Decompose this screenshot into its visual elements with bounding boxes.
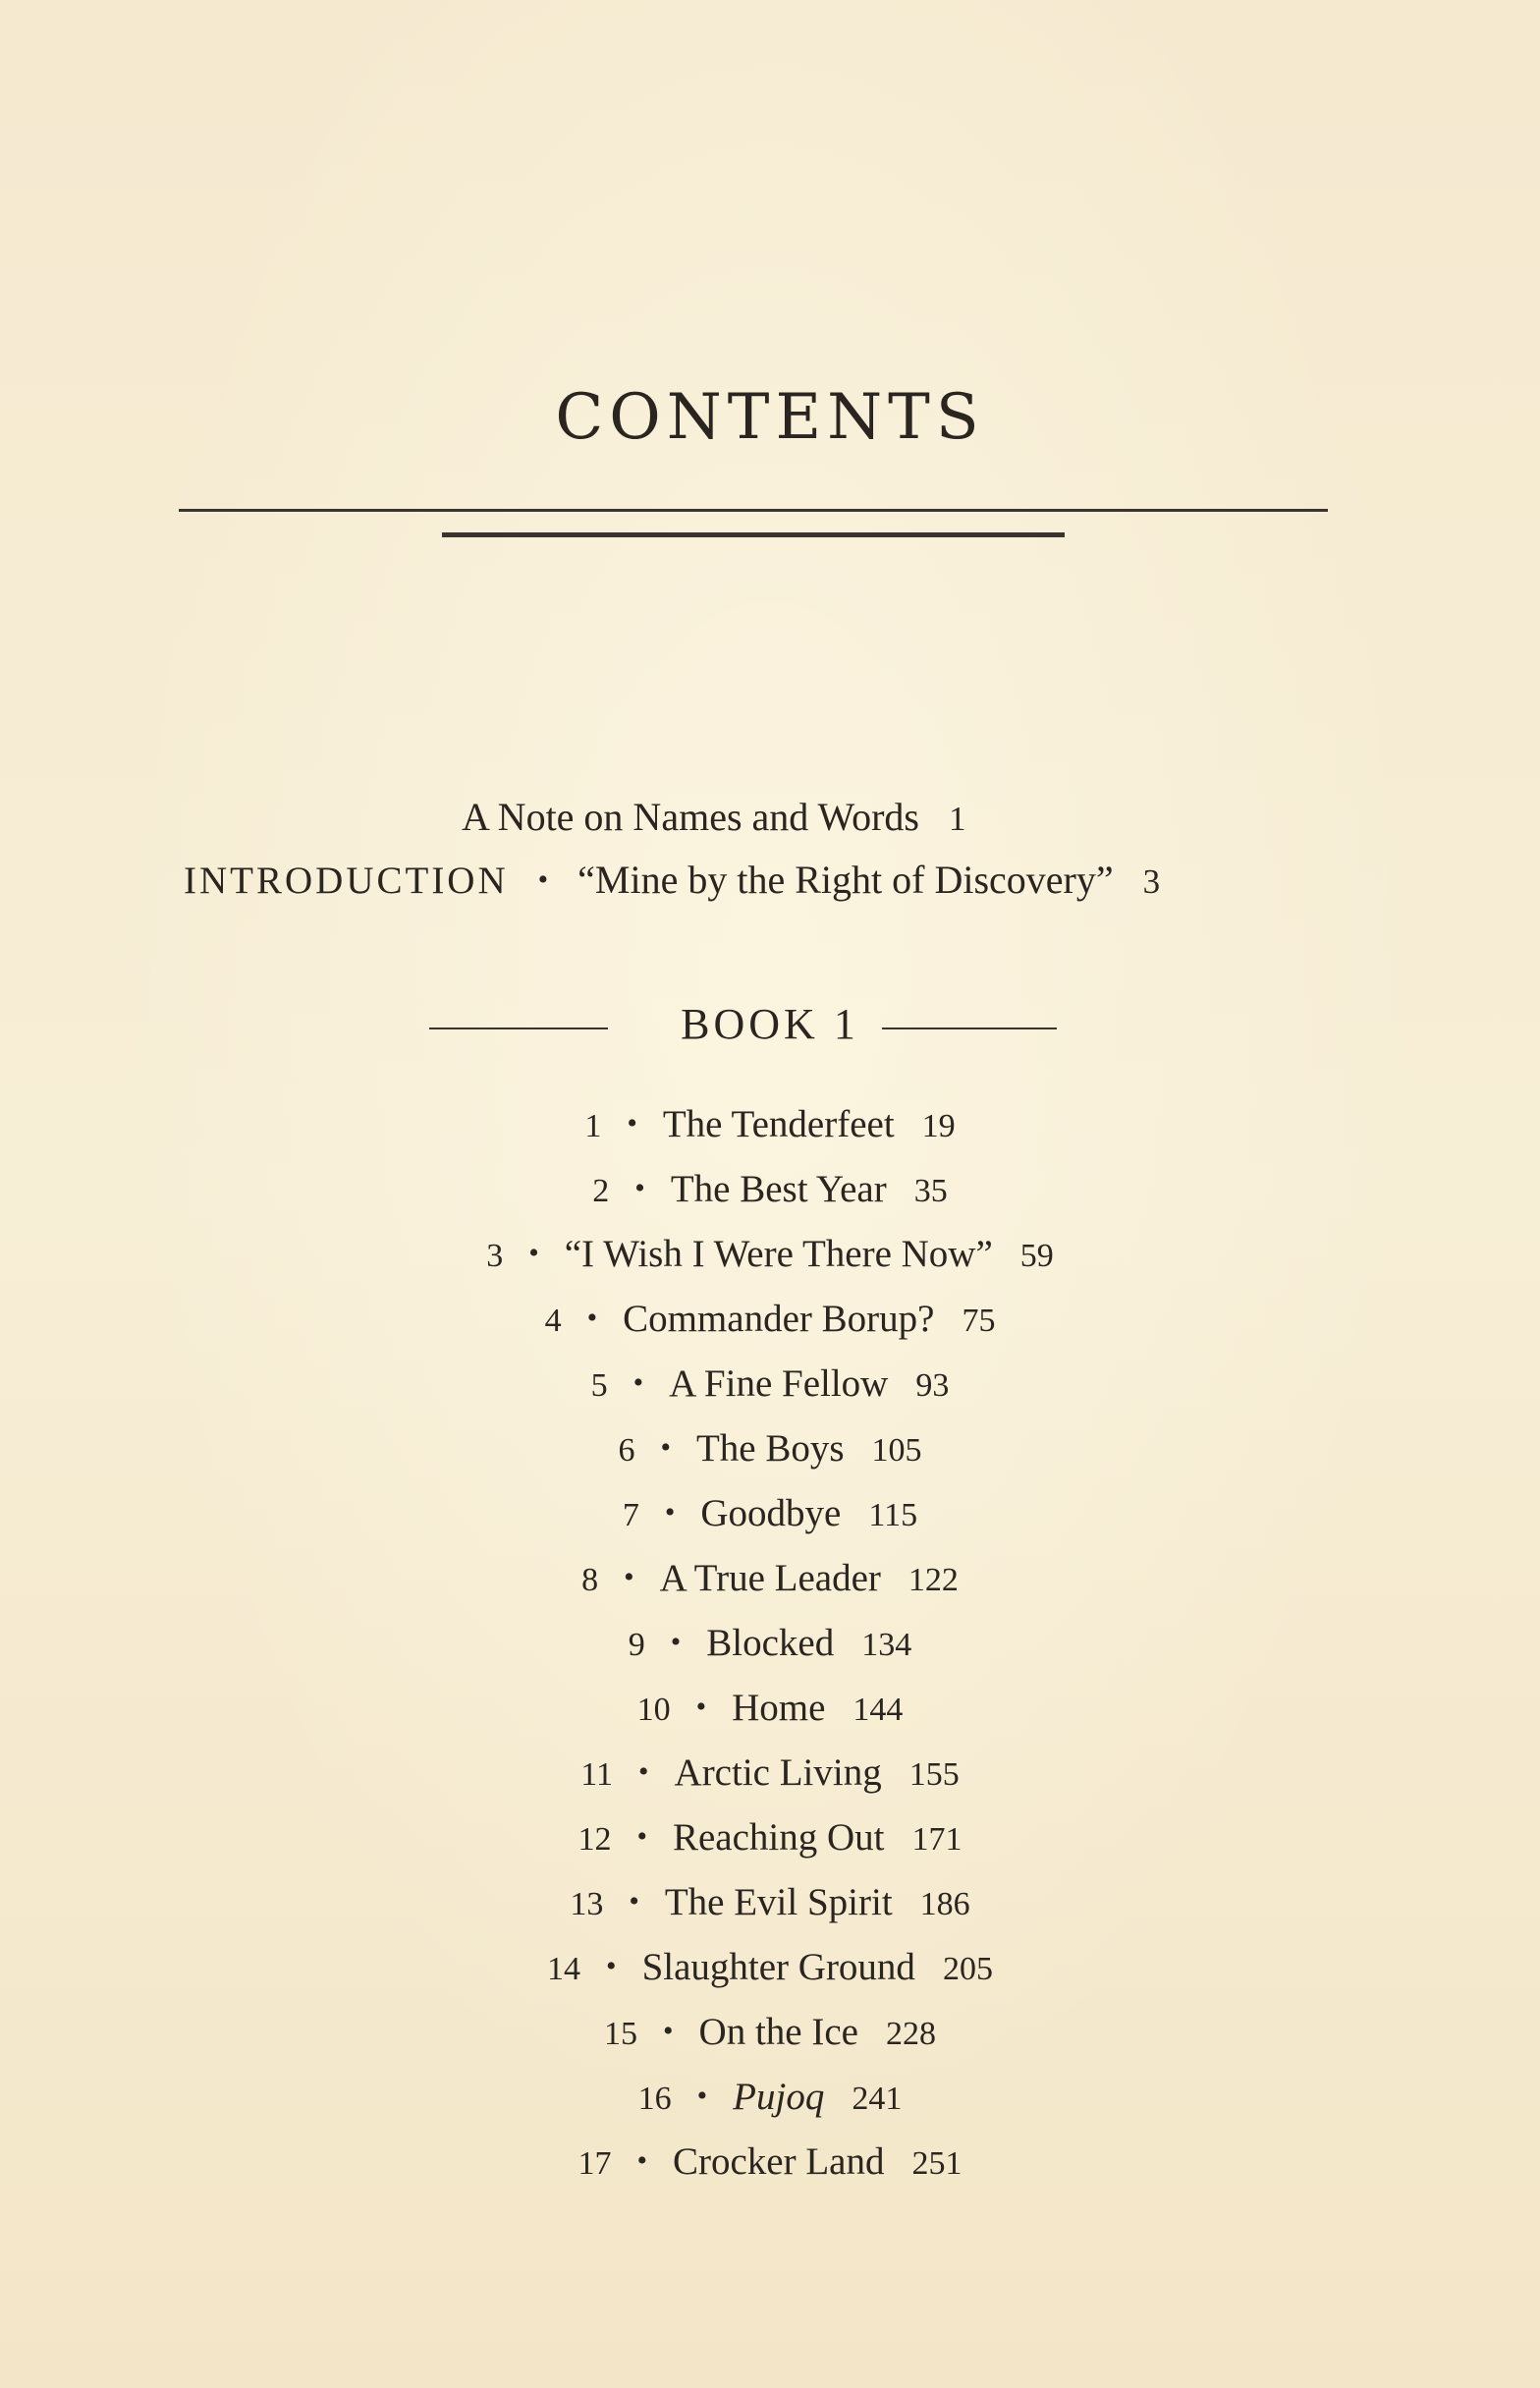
- chapter-entry: [0, 1100, 1540, 1165]
- bullet-separator: •: [606, 1950, 617, 1982]
- chapter-title: Home: [732, 1687, 826, 1729]
- chapter-page: 122: [908, 1562, 959, 1598]
- chapter-entry: [0, 1295, 1540, 1360]
- book-heading: BOOK 1: [681, 1000, 859, 1048]
- chapter-number: 4: [544, 1303, 562, 1339]
- chapter-page: 205: [942, 1951, 993, 1987]
- chapter-page: 105: [871, 1432, 922, 1469]
- chapter-page: 59: [1019, 1238, 1054, 1274]
- chapter-title: Slaughter Ground: [641, 1946, 915, 1988]
- note-title: A Note on Names and Words: [462, 795, 919, 839]
- chapter-title: The Tenderfeet: [662, 1103, 895, 1145]
- chapter-number: 8: [581, 1562, 599, 1598]
- front-matter-introduction: [184, 857, 1160, 906]
- introduction-label: INTRODUCTION: [184, 860, 509, 902]
- chapter-page: 35: [913, 1173, 948, 1209]
- chapter-title: The Evil Spirit: [664, 1881, 893, 1923]
- chapter-page: 241: [852, 2081, 903, 2117]
- chapter-title: Commander Borup?: [623, 1298, 935, 1340]
- chapter-entry: [0, 1619, 1540, 1684]
- chapter-number: 10: [636, 1692, 671, 1728]
- chapter-entry: [0, 1554, 1540, 1619]
- chapter-number: 5: [590, 1367, 608, 1404]
- chapter-entry: [0, 1424, 1540, 1489]
- chapter-page: 134: [861, 1627, 912, 1663]
- chapter-entry: [0, 1943, 1540, 2008]
- chapter-entry: [0, 1489, 1540, 1554]
- bullet-separator: •: [696, 2080, 708, 2112]
- chapter-title: “I Wish I Were There Now”: [564, 1233, 993, 1275]
- bullet-separator: •: [627, 1107, 637, 1139]
- chapter-number: 3: [486, 1238, 504, 1274]
- chapter-entry: [0, 2073, 1540, 2138]
- bullet-separator: •: [636, 1820, 647, 1853]
- chapter-page: 251: [911, 2145, 962, 2182]
- bullet-separator: •: [670, 1626, 682, 1658]
- chapter-number: 15: [604, 2016, 638, 2052]
- chapter-title: Blocked: [706, 1622, 835, 1664]
- chapter-page: 155: [908, 1756, 960, 1793]
- chapter-number: 12: [578, 1821, 612, 1858]
- bullet-separator: •: [636, 2144, 647, 2177]
- chapter-page: 144: [852, 1692, 904, 1728]
- chapter-entry: [0, 1360, 1540, 1424]
- introduction-title: “Mine by the Right of Discovery”: [578, 858, 1114, 902]
- chapter-number: 14: [547, 1951, 581, 1987]
- bullet-separator: •: [663, 2015, 674, 2047]
- chapter-number: 7: [622, 1497, 639, 1533]
- chapter-number: 1: [584, 1108, 602, 1144]
- chapter-page: 186: [919, 1886, 970, 1922]
- chapter-entry: [0, 1165, 1540, 1230]
- chapter-page: 171: [911, 1821, 962, 1858]
- chapter-entry: [0, 1749, 1540, 1813]
- chapter-number: 6: [618, 1432, 635, 1469]
- bullet-separator: •: [624, 1561, 634, 1593]
- bullet-separator: •: [634, 1172, 645, 1204]
- chapter-entry: [0, 2008, 1540, 2073]
- chapter-page: 75: [962, 1303, 996, 1339]
- introduction-page: 3: [1142, 862, 1161, 901]
- chapter-title: A True Leader: [659, 1557, 881, 1599]
- chapter-entry: [0, 1878, 1540, 1943]
- title-rule-long: [179, 509, 1328, 512]
- chapter-number: 16: [637, 2081, 672, 2117]
- chapter-entry: [0, 1813, 1540, 1878]
- chapter-page: 228: [885, 2016, 936, 2052]
- chapter-title: The Boys: [695, 1427, 845, 1470]
- bullet-separator: •: [660, 1431, 671, 1464]
- chapter-title: Goodbye: [700, 1492, 842, 1534]
- chapter-number: 17: [578, 2145, 612, 2182]
- chapter-list: [0, 1100, 1540, 2202]
- title-rule-short: [442, 532, 1065, 537]
- chapter-title: Reaching Out: [672, 1816, 885, 1859]
- book-heading-rule-right: [882, 1027, 1057, 1029]
- chapter-entry: [0, 1684, 1540, 1749]
- chapter-title: Pujoq: [733, 2076, 825, 2118]
- chapter-title: Arctic Living: [674, 1751, 882, 1794]
- chapter-title: Crocker Land: [673, 2140, 885, 2183]
- chapter-entry: [0, 1230, 1540, 1295]
- bullet-separator: •: [537, 863, 549, 896]
- bullet-separator: •: [528, 1237, 539, 1269]
- chapter-number: 13: [570, 1886, 604, 1922]
- chapter-title: The Best Year: [670, 1168, 887, 1210]
- front-matter-note: [462, 794, 965, 843]
- chapter-number: 11: [580, 1756, 614, 1793]
- chapter-entry: [0, 2138, 1540, 2202]
- page-title: CONTENTS: [555, 381, 985, 454]
- chapter-number: 9: [628, 1627, 645, 1663]
- chapter-page: 115: [868, 1497, 918, 1533]
- chapter-title: On the Ice: [698, 2011, 858, 2053]
- bullet-separator: •: [629, 1885, 639, 1917]
- chapter-title: A Fine Fellow: [669, 1362, 889, 1405]
- note-page: 1: [948, 800, 966, 838]
- chapter-page: 19: [921, 1108, 956, 1144]
- bullet-separator: •: [664, 1496, 676, 1528]
- chapter-page: 93: [915, 1367, 950, 1404]
- bullet-separator: •: [632, 1366, 644, 1399]
- chapter-number: 2: [592, 1173, 610, 1209]
- bullet-separator: •: [586, 1302, 598, 1334]
- bullet-separator: •: [638, 1755, 649, 1788]
- bullet-separator: •: [695, 1691, 707, 1723]
